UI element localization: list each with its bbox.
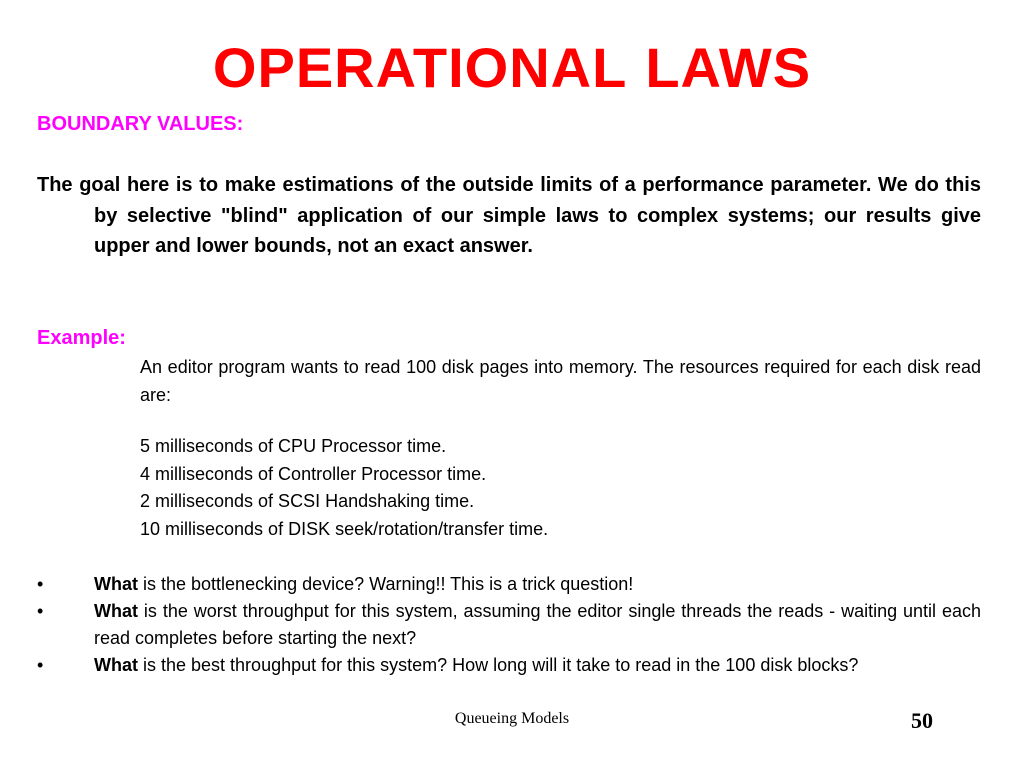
example-paragraph: An editor program wants to read 100 disk pages into memory. The resources required for each disk read are: xyxy=(140,357,981,405)
question-lead: What xyxy=(94,655,138,675)
resource-times-list xyxy=(140,433,981,543)
question-item xyxy=(37,571,981,598)
resource-time-item: 2 milliseconds of SCSI Handshaking time. xyxy=(140,491,475,511)
resource-time-item: 4 milliseconds of Controller Processor time. xyxy=(140,463,487,484)
resource-time-item: 5 milliseconds of CPU Processor time. xyxy=(140,436,447,456)
footer-label: Queueing Models xyxy=(454,710,570,727)
question-text: is the worst throughput for this system, assuming the editor single threads the reads - waiting until each read completes before starting the next? xyxy=(94,601,981,648)
question-lead: What xyxy=(94,601,138,621)
slide-title-word-1: OPERATIONAL xyxy=(212,36,628,99)
question-lead: What xyxy=(94,574,138,594)
questions-list xyxy=(37,571,981,679)
intro-paragraph: The goal here is to make estimations of the outside limits of a performance parameter. We do this by selective "blind" application of our simple laws to complex systems; our results give upper and lower bounds, not an exact answer. xyxy=(37,174,981,257)
bullet-icon: • xyxy=(37,601,44,621)
section-subheading: BOUNDARY VALUES: xyxy=(37,113,244,135)
example-label: Example: xyxy=(37,327,126,349)
question-text: is the bottlenecking device? Warning!! This is a trick question! xyxy=(138,574,634,594)
slide-title xyxy=(0,32,1024,104)
resource-time-item: 10 milliseconds of DISK seek/rotation/transfer time. xyxy=(140,518,549,539)
question-item xyxy=(37,598,981,652)
question-item xyxy=(37,652,981,679)
bullet-icon: • xyxy=(37,655,44,675)
slide-title-word-2: LAWS xyxy=(645,36,812,99)
question-text: is the best throughput for this system? How long will it take to read in the 100 disk blocks? xyxy=(138,655,859,675)
page-number: 50 xyxy=(911,708,933,733)
bullet-icon: • xyxy=(37,574,44,594)
